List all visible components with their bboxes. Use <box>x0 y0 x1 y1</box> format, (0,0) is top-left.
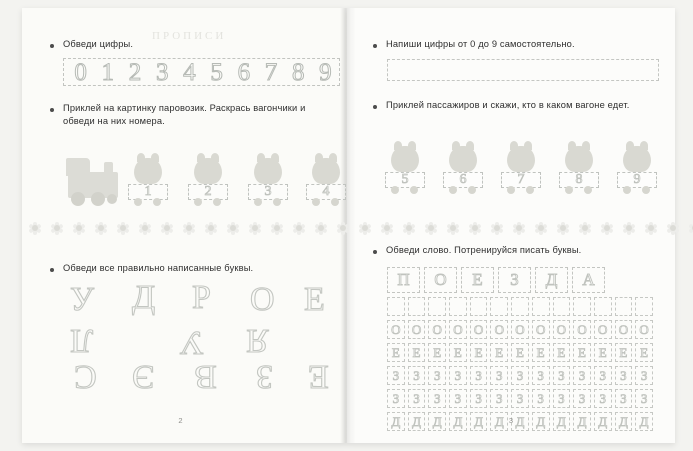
trace-cell[interactable]: Е <box>470 343 488 362</box>
trace-cell[interactable]: Д <box>594 412 612 431</box>
trace-cell[interactable]: Е <box>490 343 508 362</box>
trace-cell[interactable]: Д <box>387 412 405 431</box>
trace-cell[interactable] <box>615 297 633 316</box>
trace-cell[interactable]: З <box>532 366 550 385</box>
trace-cell[interactable]: Е <box>594 343 612 362</box>
task-trace-word <box>373 244 653 257</box>
trace-cell[interactable]: З <box>470 389 488 408</box>
task-text: Напиши цифры от 0 до 9 самостоятельно. <box>386 39 575 49</box>
trace-digit[interactable]: 2 <box>128 58 142 86</box>
trace-cell[interactable]: Е <box>615 343 633 362</box>
animal-silhouette <box>565 146 593 172</box>
flower-divider-band <box>0 219 693 237</box>
task-write-digits <box>373 38 653 51</box>
word-trace-row[interactable] <box>387 267 653 293</box>
trace-cell[interactable]: О <box>449 320 467 339</box>
trace-cell[interactable]: О <box>428 320 446 339</box>
trace-cell[interactable]: З <box>470 366 488 385</box>
trace-digit[interactable]: 1 <box>101 58 115 86</box>
flower-icon <box>28 222 41 235</box>
trace-cell[interactable]: О <box>387 320 405 339</box>
trace-cell[interactable] <box>490 297 508 316</box>
flower-icon <box>226 222 239 235</box>
flower-icon <box>446 222 459 235</box>
flower-icon <box>556 222 569 235</box>
letter-glyph[interactable]: Е <box>308 358 329 395</box>
trace-cell[interactable]: О <box>490 320 508 339</box>
trace-digit[interactable]: 8 <box>291 58 305 86</box>
locomotive-icon <box>62 156 122 206</box>
trace-cell[interactable] <box>470 297 488 316</box>
trace-cell[interactable]: Д <box>553 412 571 431</box>
wagon[interactable] <box>617 172 657 194</box>
trace-cell[interactable]: З <box>553 389 571 408</box>
trace-cell[interactable]: О <box>594 320 612 339</box>
trace-cell[interactable] <box>635 297 653 316</box>
flower-icon <box>468 222 481 235</box>
letter-glyph[interactable]: С <box>74 358 97 395</box>
word-letter-cell[interactable]: Е <box>461 267 494 293</box>
trace-cell[interactable]: З <box>428 366 446 385</box>
trace-cell[interactable]: О <box>470 320 488 339</box>
trace-cell[interactable]: З <box>573 389 591 408</box>
flower-icon <box>622 222 635 235</box>
animal-silhouette <box>449 146 477 172</box>
wagon-number[interactable]: 6 <box>459 172 467 187</box>
trace-cell[interactable]: З <box>449 389 467 408</box>
trace-cell[interactable]: О <box>532 320 550 339</box>
trace-cell[interactable]: З <box>511 389 529 408</box>
flower-icon <box>50 222 63 235</box>
trace-cell[interactable]: Д <box>470 412 488 431</box>
wagon[interactable] <box>248 184 288 206</box>
flower-icon <box>270 222 283 235</box>
trace-cell[interactable]: З <box>615 389 633 408</box>
trace-cell[interactable]: Д <box>408 412 426 431</box>
trace-digit[interactable]: 9 <box>319 58 332 86</box>
trace-cell[interactable]: З <box>615 366 633 385</box>
bullet-icon <box>50 108 54 112</box>
letter-glyph[interactable]: О <box>250 281 275 318</box>
practice-row-z1[interactable] <box>387 366 653 385</box>
bullet-icon <box>50 268 54 272</box>
flower-icon <box>292 222 305 235</box>
wagon[interactable] <box>188 184 228 206</box>
letter-glyph[interactable]: У <box>180 324 205 361</box>
word-letter-cell[interactable]: Д <box>535 267 568 293</box>
trace-cell[interactable]: З <box>511 366 529 385</box>
trace-cell[interactable]: О <box>553 320 571 339</box>
animal-silhouette <box>312 158 340 184</box>
trace-cell[interactable]: З <box>490 389 508 408</box>
trace-cell[interactable]: О <box>511 320 529 339</box>
letter-glyph[interactable]: Д <box>132 279 156 316</box>
wagon[interactable] <box>559 172 599 194</box>
trace-cell[interactable]: Д <box>511 412 529 431</box>
flower-icon <box>160 222 173 235</box>
trace-cell[interactable]: Д <box>532 412 550 431</box>
trace-cell[interactable]: З <box>408 389 426 408</box>
page-number-right: 3 <box>508 416 514 425</box>
trace-cell[interactable]: З <box>635 389 653 408</box>
flower-icon <box>336 222 349 235</box>
trace-cell[interactable]: Е <box>387 343 405 362</box>
wagon[interactable] <box>443 172 483 194</box>
bullet-icon <box>373 44 377 48</box>
wagon-number[interactable]: 1 <box>144 184 152 199</box>
flower-icon <box>490 222 503 235</box>
flower-icon <box>380 222 393 235</box>
task-text: Обведи цифры. <box>63 39 134 49</box>
trace-cell[interactable]: З <box>408 366 426 385</box>
trace-cell[interactable] <box>408 297 426 316</box>
trace-cell[interactable]: О <box>615 320 633 339</box>
task-glue-passengers <box>373 99 653 112</box>
train-illustration-left <box>56 138 351 220</box>
flower-icon <box>248 222 261 235</box>
trace-cell[interactable]: З <box>594 366 612 385</box>
trace-digit[interactable]: 5 <box>210 58 223 86</box>
trace-cell[interactable]: Е <box>635 343 653 362</box>
trace-cell[interactable]: Д <box>573 412 591 431</box>
wagon-number[interactable]: 4 <box>322 184 330 199</box>
trace-cell[interactable] <box>553 297 571 316</box>
trace-cell[interactable]: З <box>635 366 653 385</box>
flower-icon <box>204 222 217 235</box>
wagon[interactable] <box>385 172 425 194</box>
animal-silhouette <box>507 146 535 172</box>
flower-icon <box>534 222 547 235</box>
trace-cell[interactable]: З <box>532 389 550 408</box>
trace-cell[interactable]: О <box>635 320 653 339</box>
trace-cell[interactable]: О <box>573 320 591 339</box>
task-circle-digits <box>50 38 327 51</box>
flower-icon <box>666 222 679 235</box>
trace-cell[interactable]: З <box>387 389 405 408</box>
task-text: Приклей на картинку паровозик. Раскрась вагончики и обведи на них номера. <box>63 103 306 126</box>
flower-icon <box>644 222 657 235</box>
trace-cell[interactable] <box>428 297 446 316</box>
trace-cell[interactable]: З <box>428 389 446 408</box>
flower-icon <box>116 222 129 235</box>
letter-glyph[interactable]: Р <box>192 279 211 316</box>
ghost-heading: ПРОПИСИ <box>152 30 227 42</box>
trace-cell[interactable]: Е <box>449 343 467 362</box>
bullet-icon <box>373 250 377 254</box>
trace-cell[interactable]: Е <box>553 343 571 362</box>
trace-cell[interactable]: Д <box>428 412 446 431</box>
letter-glyph[interactable]: Е <box>304 281 325 318</box>
trace-cell[interactable]: З <box>490 366 508 385</box>
task-text: Обведи слово. Потренируйся писать буквы. <box>386 245 582 255</box>
word-letter-cell[interactable]: О <box>424 267 457 293</box>
trace-cell[interactable]: Е <box>573 343 591 362</box>
trace-cell[interactable] <box>449 297 467 316</box>
trace-cell[interactable]: Д <box>615 412 633 431</box>
flower-icon <box>424 222 437 235</box>
train-illustration-right <box>379 126 669 208</box>
trace-cell[interactable]: Е <box>428 343 446 362</box>
trace-cell[interactable]: Е <box>511 343 529 362</box>
wagon-number[interactable]: 7 <box>517 172 525 187</box>
trace-digit[interactable]: 0 <box>74 58 87 86</box>
animal-silhouette <box>134 158 162 184</box>
trace-cell[interactable]: Е <box>408 343 426 362</box>
trace-cell[interactable]: Д <box>635 412 653 431</box>
letter-glyph[interactable]: В <box>194 358 217 395</box>
word-letter-cell[interactable]: З <box>498 267 531 293</box>
wagon-number[interactable]: 3 <box>264 184 272 199</box>
trace-cell[interactable] <box>532 297 550 316</box>
flower-icon <box>182 222 195 235</box>
letters-grid <box>60 281 350 401</box>
trace-cell[interactable] <box>594 297 612 316</box>
task-glue-train <box>50 102 327 128</box>
animal-silhouette <box>391 146 419 172</box>
digit-writing-box[interactable] <box>387 59 659 81</box>
flower-icon <box>512 222 525 235</box>
trace-cell[interactable]: Д <box>449 412 467 431</box>
wagon[interactable] <box>128 184 168 206</box>
wagon-number[interactable]: 5 <box>401 172 409 187</box>
wagon-number[interactable]: 9 <box>633 172 641 187</box>
flower-icon <box>314 222 327 235</box>
animal-silhouette <box>254 158 282 184</box>
practice-row-o[interactable] <box>387 320 653 339</box>
trace-digit[interactable]: 3 <box>155 58 169 86</box>
task-circle-letters <box>50 262 327 275</box>
letter-glyph[interactable]: Я <box>246 322 269 359</box>
letter-glyph[interactable]: Л <box>70 322 94 359</box>
task-text: Обведи все правильно написанные буквы. <box>63 263 254 273</box>
bullet-icon <box>373 105 377 109</box>
trace-cell[interactable]: З <box>449 366 467 385</box>
word-letter-cell[interactable]: П <box>387 267 420 293</box>
flower-icon <box>600 222 613 235</box>
trace-cell[interactable]: Д <box>490 412 508 431</box>
trace-cell[interactable]: З <box>387 366 405 385</box>
trace-cell[interactable]: З <box>553 366 571 385</box>
practice-row-e[interactable] <box>387 343 653 362</box>
letter-glyph[interactable]: З <box>256 358 274 395</box>
trace-digit[interactable]: 6 <box>237 58 251 86</box>
flower-icon <box>72 222 85 235</box>
bullet-icon <box>50 44 54 48</box>
trace-digit[interactable]: 7 <box>264 58 278 86</box>
trace-cell[interactable] <box>511 297 529 316</box>
animal-silhouette <box>623 146 651 172</box>
practice-row-z2[interactable] <box>387 389 653 408</box>
animal-silhouette <box>194 158 222 184</box>
letter-glyph[interactable]: Э <box>132 358 155 395</box>
letter-glyph[interactable]: У <box>70 281 95 318</box>
task-text: Приклей пассажиров и скажи, кто в каком вагоне едет. <box>386 100 630 110</box>
flower-icon <box>94 222 107 235</box>
trace-cell[interactable] <box>573 297 591 316</box>
digit-trace-strip[interactable] <box>63 58 340 86</box>
wagon-number[interactable]: 2 <box>204 184 212 199</box>
page-number-left: 2 <box>178 416 183 425</box>
wagon[interactable] <box>501 172 541 194</box>
flower-icon <box>358 222 371 235</box>
practice-row-blank[interactable] <box>387 297 653 316</box>
trace-cell[interactable]: Е <box>532 343 550 362</box>
flower-icon <box>578 222 591 235</box>
trace-cell[interactable]: З <box>573 366 591 385</box>
flower-icon <box>688 222 693 235</box>
trace-cell[interactable] <box>387 297 405 316</box>
trace-digit[interactable]: 4 <box>183 58 196 86</box>
trace-cell[interactable]: О <box>408 320 426 339</box>
flower-icon <box>402 222 415 235</box>
word-letter-cell[interactable]: А <box>572 267 605 293</box>
wagon[interactable] <box>306 184 346 206</box>
trace-cell[interactable]: З <box>594 389 612 408</box>
wagon-number[interactable]: 8 <box>575 172 583 187</box>
flower-icon <box>138 222 151 235</box>
